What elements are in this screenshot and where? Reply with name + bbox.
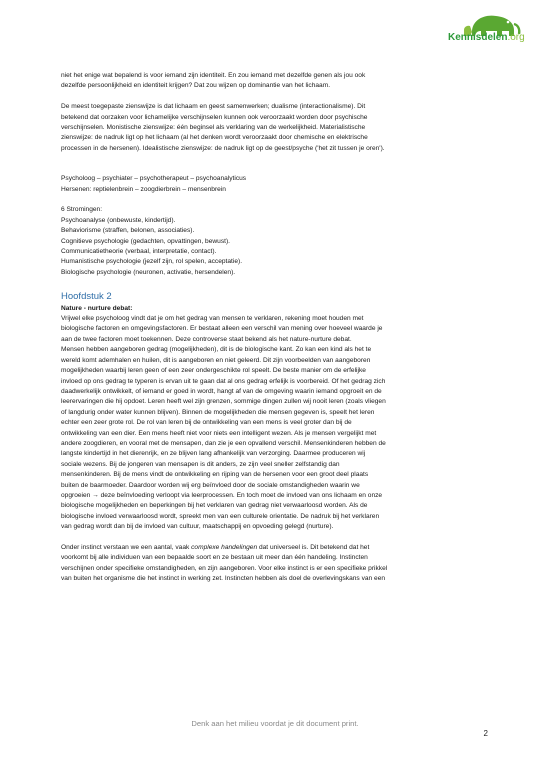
text-run: Onder instinct verstaan we een aantal, vaak [61,544,192,551]
paragraph-line: verschijnen onder specifieke omstandigheden, en zijn aangeboren. Voor elke instinct is er een specifieke prikkel [61,564,388,572]
paragraph-line: verschijnselen. Monistische zienswijze: één beginsel als verklaring van de werkelijkheid. Materialistische [61,124,366,132]
paragraph-line: aan de twee factoren moet toekennen. Deze controverse staat bekend als het nature-nurture debat. [61,335,352,343]
paragraph-line: betekend dat oorzaken voor lichamelijke verschijnselen kunnen ook veroorzaakt worden door psychische [61,113,368,121]
paragraph-line: andere zoogdieren, en vooral met de mensapen, dan zie je een opvallend verschil. Mensenkinderen hebben de [61,439,386,447]
list-title: 6 Stromingen: [61,206,103,214]
paragraph-line: wereld komt ademhalen en huilen, dit is aangeboren en niet geleerd. Dit zijn voorbeelden van aangeboren [61,356,371,364]
paragraph-line: Vrijwel elke psycholoog vindt dat je om het gedrag van mensen te verklaren, rekening moet houden met [61,315,364,323]
site-logo [426,10,536,50]
document-body [61,71,493,585]
paragraph-line: biologische factoren en omgevingsfactoren. Er bestaat alleen een verschil van mening over hoeveel waarde je [61,325,383,333]
paragraph-line: zienswijze: de nadruk ligt op het lichaam (al het denken wordt veroorzaakt door chemische en elektrische [61,134,368,142]
paragraph-line [61,543,493,553]
emphasis-text: complexe handelingen [191,544,258,551]
section-heading: Hoofdstuk 2 [61,290,112,302]
paragraph-line: Mensen hebben aangeboren gedrag (mogelijkheden), dit is de biologische kant. Zo kan een kind als het te [61,346,372,354]
list-item: Humanistische psychologie (jezelf zijn, rol spelen, acceptatie). [61,258,243,266]
paragraph-line: leerervaringen die hij opdoet. Leren heeft wel zijn grenzen, sommige dingen zullen wij nooit leren (zoals vliegen [61,398,386,406]
subheading: Nature - nurture debat: [61,304,133,312]
paragraph-line: dezelfde persoonlijkheid en identiteit krijgen? Dat zou wijzen op dominantie van het lichaam. [61,82,331,90]
paragraph-line: Psycholoog – psychiater – psychotherapeut – psychoanalyticus [61,175,247,183]
list-item: Communicatietheorie (verbaal, interpretatie, contact). [61,248,217,256]
paragraph-line: invloed op ons gedrag te typeren is ervan uit te gaan dat al ons gedrag erfelijk is voorbereid. Of het gedrag zich [61,377,386,385]
footer-note: Denk aan het milieu voordat je dit document print. [191,719,359,728]
paragraph-line: voorkomt bij alle individuen van een bepaalde soort en ze bestaan uit meer dan één handeling. Instincten [61,554,368,562]
text-run: dat universeel is. Dit betekend dat het [257,544,370,551]
list-item: Cognitieve psychologie (gedachten, opvattingen, bewust). [61,237,230,245]
paragraph-line: processen in de hersenen). Idealistische zienswijze: de nadruk ligt op de geest/psyche ('het zit tussen je oren'). [61,144,385,152]
paragraph-line: sociale wezens. Bij de jongeren van mensapen is dit anders, ze zijn veel sneller zelfstandig dan [61,460,340,468]
paragraph-line: van gedrag wordt dan bij de invloed van cultuur, maatschappij en opvoeding gelegd (nurture). [61,523,334,531]
paragraph-line: daadwerkelijk ontwikkelt, of iemand er goed in wordt, hangt af van de omgeving waarin iemand opgroeit en de [61,387,382,395]
list-item: Behaviorisme (straffen, belonen, associaties). [61,227,195,235]
list-item: Biologische psychologie (neuronen, activatie, hersendelen). [61,268,236,276]
logo-text-tld: .org [507,32,525,43]
paragraph-line: Hersenen: reptielenbrein – zoogdierbrein – mensenbrein [61,185,226,193]
page-number: 2 [483,729,488,738]
paragraph-line: mogelijkheden waarbij leren geen of een zeer ondergeschikte rol speelt. De beste manier om de erfelijke [61,367,366,375]
paragraph-line: of langdurig onder water kunnen blijven). Binnen de mogelijkheden die mensen gegeven is, speelt het leren [61,408,375,416]
paragraph-line: biologische invloed verwaarloosd wordt, spreekt men van een culturele orientatie. De nadruk bij het verklaren [61,512,380,520]
logo-text-main: Kennisdelen [448,32,508,43]
paragraph-line: niet het enige wat bepalend is voor iemand zijn identiteit. En zou iemand met dezelfde genen als jou ook [61,72,366,79]
paragraph-line: langste kindertijd in het dierenrijk, en ze blijven lang afhankelijk van verzorging. Daarmee produceren wij [61,450,366,458]
paragraph-line: buiten de baarmoeder. Daardoor worden wij erg beïnvloed door de sociale omstandigheden waarin we [61,481,360,489]
paragraph-line: opgroeien → deze beïnvloeding verloopt via leerprocessen. En toch moet de invloed van ons lichaam en onze [61,491,383,499]
list-item: Psychoanalyse (onbewuste, kindertijd). [61,216,176,224]
paragraph-line: van buiten het organisme die het instinct in werking zet. Instincten hebben als doel de overlevingskans van een [61,575,386,583]
paragraph-line: mensenkinderen. Bij de mens vindt de ontwikkeling en rijping van de hersenen voor een groot deel plaats [61,471,369,479]
paragraph-line: De meest toegepaste zienswijze is dat lichaam en geest samenwerken; dualisme (interactionalisme). Dit [61,103,366,111]
paragraph-line: ontwikkeling van een dier. Een mens heeft niet voor niets een intelligent wezen. Als je mensen vergelijkt met [61,429,377,437]
paragraph-line: echter een zeer grote rol. De rol van leren bij de ontwikkeling van een mens is veel groter dan bij de [61,419,352,427]
paragraph-line: biologische mogelijkheden en beperkingen bij het verklaren van gedrag niet verwaarloosd worden. Als de [61,502,368,510]
